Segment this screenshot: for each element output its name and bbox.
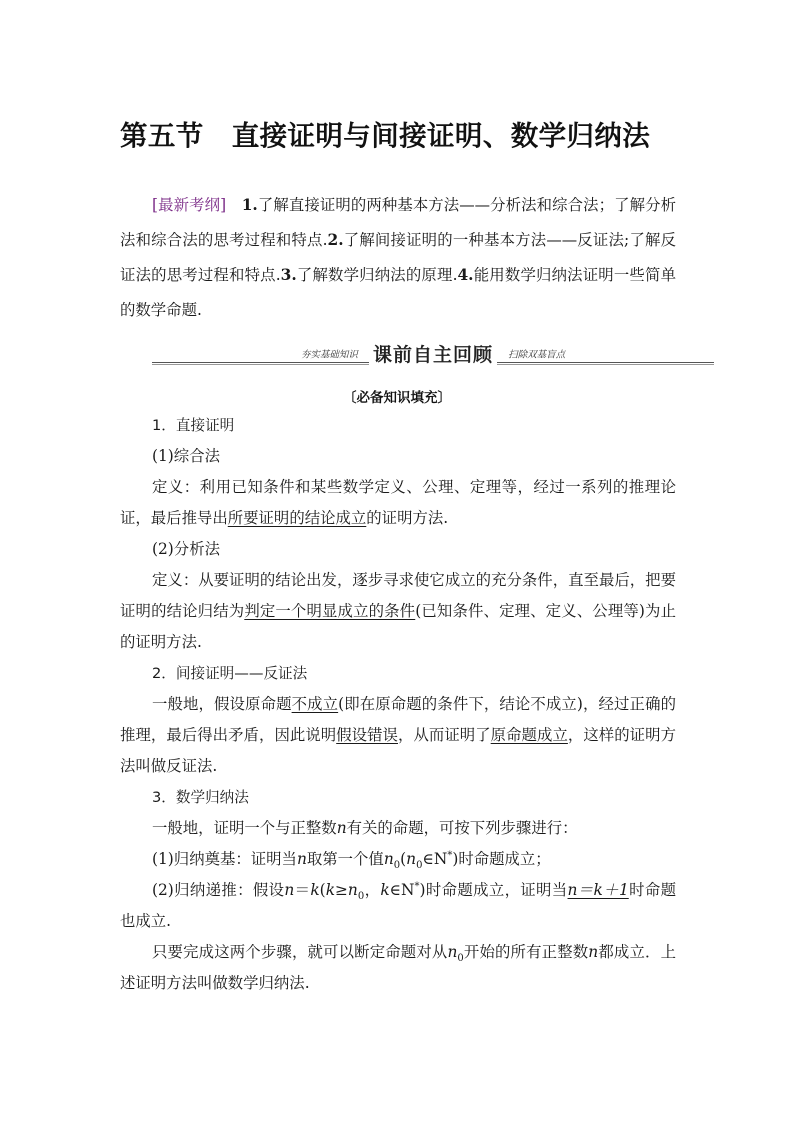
blank-answer: 不成立 [291,695,339,713]
section-banner [152,340,714,370]
blank-answer: 判定一个明显成立的条件 [244,602,416,620]
synthesis-definition: 定义：利用已知条件和某些数学定义、公理、定理等，经过一系列的推理论证，最后推导出所要证明的结论成立的证明方法. [120,478,676,527]
section-name: 直接证明与间接证明、数学归纳法 [231,120,651,152]
page-title [120,113,676,153]
syllabus-paragraph: [最新考纲] 1.了解直接证明的两种基本方法——分析法和综合法；了解分析法和综合法的思考过程和特点.2.了解间接证明的一种基本方法——反证法;了解反证法的思考过程和特点.3.了解数学归纳法的原理.4.能用数学归纳法证明一些简单的数学命题. [120,196,676,319]
induction-intro: 一般地，证明一个与正整数n有关的命题，可按下列步骤进行： [152,819,578,837]
box-heading: 〔必备知识填充〕 [343,390,451,406]
blank-answer: 所要证明的结论成立 [227,509,367,527]
blank-answer: n＝k＋1 [567,881,629,899]
blank-answer: 原命题成立 [490,726,568,744]
syllabus-tag: [最新考纲] [152,196,227,214]
induction-inductive-step: (2)归纳递推：假设$n=k(k\ge n_0$，k∈N*)时命题成立，证明当n＝k＋1时命题也成立. [120,880,676,930]
banner-title: 课前自主回顾 [369,344,497,366]
analysis-definition: 定义：从要证明的结论出发，逐步寻求使它成立的充分条件，直至最后，把要证明的结论归结为判定一个明显成立的条件(已知条件、定理、定义、公理等)为止的证明方法. [120,571,676,651]
sub-analysis: (2)分析法 [152,540,220,558]
induction-base-step: (1)归纳奠基：证明当n取第一个值$n_0(n_0\in N^*)$时命题成立； [152,849,551,872]
heading-direct-proof: 1．直接证明 [152,417,235,434]
contradiction-definition: 一般地，假设原命题不成立(即在原命题的条件下，结论不成立)，经过正确的推理，最后得出矛盾，因此说明假设错误，从而证明了原命题成立，这样的证明方法叫做反证法. [120,695,676,775]
banner-left-text: 夯实基础知识 [300,349,358,361]
heading-indirect-proof: 2．间接证明——反证法 [152,665,308,682]
induction-conclusion: 只要完成这两个步骤，就可以断定命题对从$n_0$开始的所有正整数n都成立．上述证明方法叫做数学归纳法. [120,943,676,992]
knowledge-body [120,410,676,999]
banner-right-text: 扫除双基盲点 [508,349,566,361]
sub-synthesis: (1)综合法 [152,447,220,465]
blank-answer: 假设错误 [336,726,398,744]
section-number: 第五节 [120,120,204,152]
heading-induction: 3．数学归纳法 [152,789,249,806]
